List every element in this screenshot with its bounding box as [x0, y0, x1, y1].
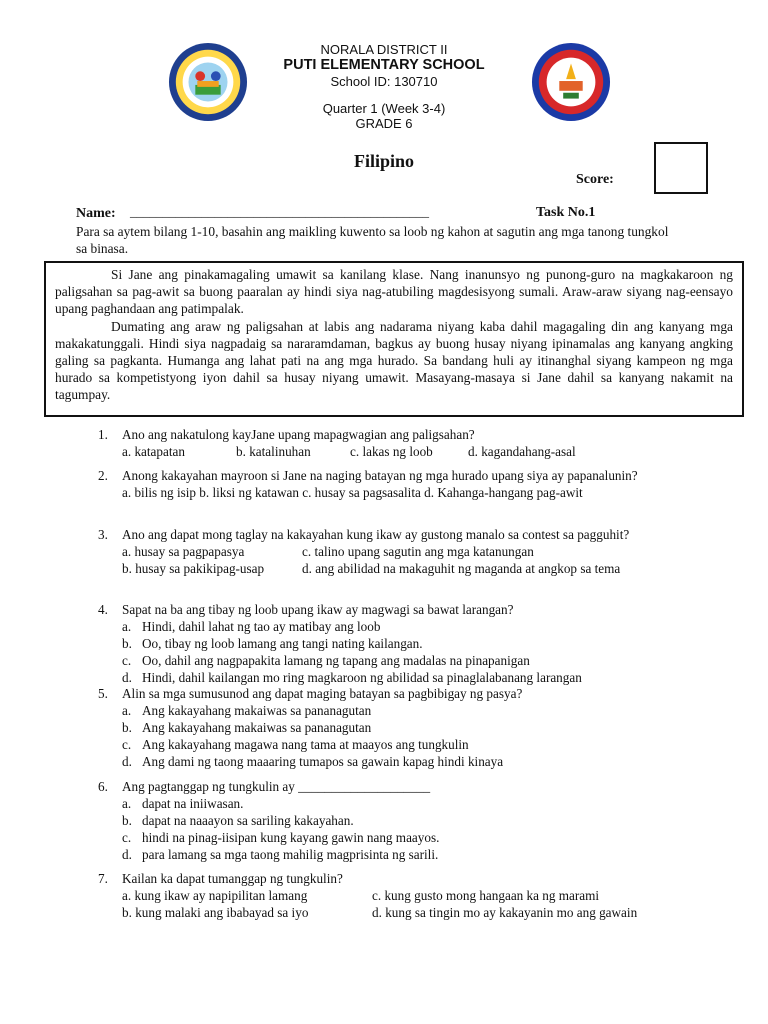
- option-b[interactable]: b. husay sa pakikipag-usap: [122, 561, 265, 576]
- instructions: Para sa aytem bilang 1-10, basahin ang maikling kuwento sa loob ng kahon at sagutin ang mga tanong tungkol sa binasa.: [76, 224, 669, 256]
- option-d[interactable]: d. Hindi, dahil kailangan mo ring magkaroon ng abilidad sa pinaglalabanang larangan: [122, 670, 582, 685]
- option-c[interactable]: c. Oo, dahil ang nagpapakita lamang ng tapang ang madalas na pinapanigan: [122, 653, 530, 668]
- quarter-label: Quarter 1 (Week 3-4): [322, 101, 446, 116]
- option-a[interactable]: a. katapatan: [122, 444, 185, 459]
- subject-title: Filipino: [353, 151, 415, 171]
- option-a[interactable]: a. husay sa pagpapasya: [122, 544, 245, 559]
- question-2: [98, 467, 748, 501]
- option-b[interactable]: b. katalinuhan: [236, 444, 311, 459]
- name-line[interactable]: ______________________________________________: [130, 204, 429, 219]
- name-label: Name:: [76, 206, 116, 221]
- question-number: 5.: [98, 686, 108, 701]
- score-box[interactable]: [654, 142, 708, 194]
- school-id: School ID: 130710: [330, 74, 438, 89]
- question-text: Kailan ka dapat tumanggap ng tungkulin?: [122, 871, 343, 886]
- question-number: 1.: [98, 427, 108, 442]
- question-1: [98, 426, 748, 460]
- option-c[interactable]: c. kung gusto mong hangaan ka ng marami: [372, 888, 600, 903]
- options-line[interactable]: a. bilis ng isip b. liksi ng katawan c. husay sa pagsasalita d. Kahanga-hangang pag-awit: [122, 485, 583, 500]
- question-4: [98, 601, 748, 686]
- question-text: Anong kakayahan mayroon si Jane na naging batayan ng mga hurado upang siya ay papanalunin?: [122, 468, 638, 483]
- question-text: Sapat na ba ang tibay ng loob upang ikaw ay magwagi sa bawat larangan?: [122, 602, 514, 617]
- school-name: PUTI ELEMENTARY SCHOOL: [283, 57, 485, 73]
- task-label: Task No.1: [536, 205, 596, 220]
- score-label: Score:: [576, 172, 614, 187]
- option-a[interactable]: a. kung ikaw ay napipilitan lamang: [122, 888, 308, 903]
- question-number: 3.: [98, 527, 108, 542]
- story-paragraph-1: Si Jane ang pinakamagaling umawit sa kanilang klase. Nang inanunsyo ng punong-guro na magkakaroon ng paligsahan sa pag-awit sa buong paaralan ay hindi siya nag-atubiling magdesisyong sumali. Araw-araw siyang nag-eensayo upang paghandaan ang patimpalak.: [55, 267, 733, 317]
- question-number: 2.: [98, 468, 108, 483]
- question-text: Ang pagtanggap ng tungkulin ay ____________________: [122, 779, 431, 794]
- story-box: [44, 261, 744, 417]
- question-7: [98, 870, 748, 921]
- option-d[interactable]: d. ang abilidad na makaguhit ng maganda at angkop sa tema: [302, 561, 621, 576]
- option-a[interactable]: a. Hindi, dahil lahat ng tao ay matibay ang loob: [122, 619, 381, 634]
- option-c[interactable]: c. lakas ng loob: [350, 444, 433, 459]
- option-b[interactable]: b. Ang kakayahang makaiwas sa pananagutan: [122, 720, 372, 735]
- question-3: [98, 526, 748, 577]
- question-text: Ano ang dapat mong taglay na kakayahan kung ikaw ay gustong manalo sa contest sa pagguhit?: [122, 527, 630, 542]
- option-d[interactable]: d. Ang dami ng taong maaaring tumapos sa gawain kapag hindi kinaya: [122, 754, 504, 769]
- option-d[interactable]: d. kung sa tingin mo ay kakayanin mo ang gawain: [372, 905, 638, 920]
- grade-label: GRADE 6: [355, 116, 413, 131]
- option-b[interactable]: b. Oo, tibay ng loob lamang ang tangi nating kailangan.: [122, 636, 423, 651]
- story-paragraph-2: Dumating ang araw ng paligsahan at labis ang nadarama niyang kaba dahil magagaling din ang kanyang mga makakatunggali. Hindi siya nagpadaig sa nararamdaman, bagkus ay buong husay niyang ipinamalas ang kanyang angking galing sa pagkanta. Humanga ang lahat pati na ang mga hurado. Sa bandang huli ay itinanghal siyang kampeon ng mga hurado sa kompetistyong iyon dahil sa husay niyang umawit. Masayang-masaya si Jane dahil sa kanyang nakamit na tagumpay.: [55, 318, 733, 403]
- option-c[interactable]: c. hindi na pinag-iisipan kung kayang gawin nang maayos.: [122, 830, 440, 845]
- option-d[interactable]: d. para lamang sa mga taong mahilig magprisinta ng sarili.: [122, 847, 439, 862]
- option-b[interactable]: b. dapat na naaayon sa sariling kakayahan.: [122, 813, 354, 828]
- question-number: 4.: [98, 602, 108, 617]
- question-text: Ano ang nakatulong kayJane upang mapagwagian ang paligsahan?: [122, 427, 475, 442]
- question-text: Alin sa mga sumusunod ang dapat maging batayan sa pagbibigay ng pasya?: [122, 686, 523, 701]
- question-number: 6.: [98, 779, 108, 794]
- question-6: [98, 778, 748, 863]
- option-c[interactable]: c. Ang kakayahang magawa nang tama at maayos ang tungkulin: [122, 737, 469, 752]
- option-a[interactable]: a. dapat na iniiwasan.: [122, 796, 244, 811]
- option-a[interactable]: a. Ang kakayahang makaiwas sa pananagutan: [122, 703, 372, 718]
- option-c[interactable]: c. talino upang sagutin ang mga katanungan: [302, 544, 534, 559]
- question-number: 7.: [98, 871, 108, 886]
- option-b[interactable]: b. kung malaki ang ibabayad sa iyo: [122, 905, 309, 920]
- option-d[interactable]: d. kagandahang-asal: [468, 444, 576, 459]
- district-name: NORALA DISTRICT II: [320, 42, 448, 57]
- question-5: [98, 685, 748, 770]
